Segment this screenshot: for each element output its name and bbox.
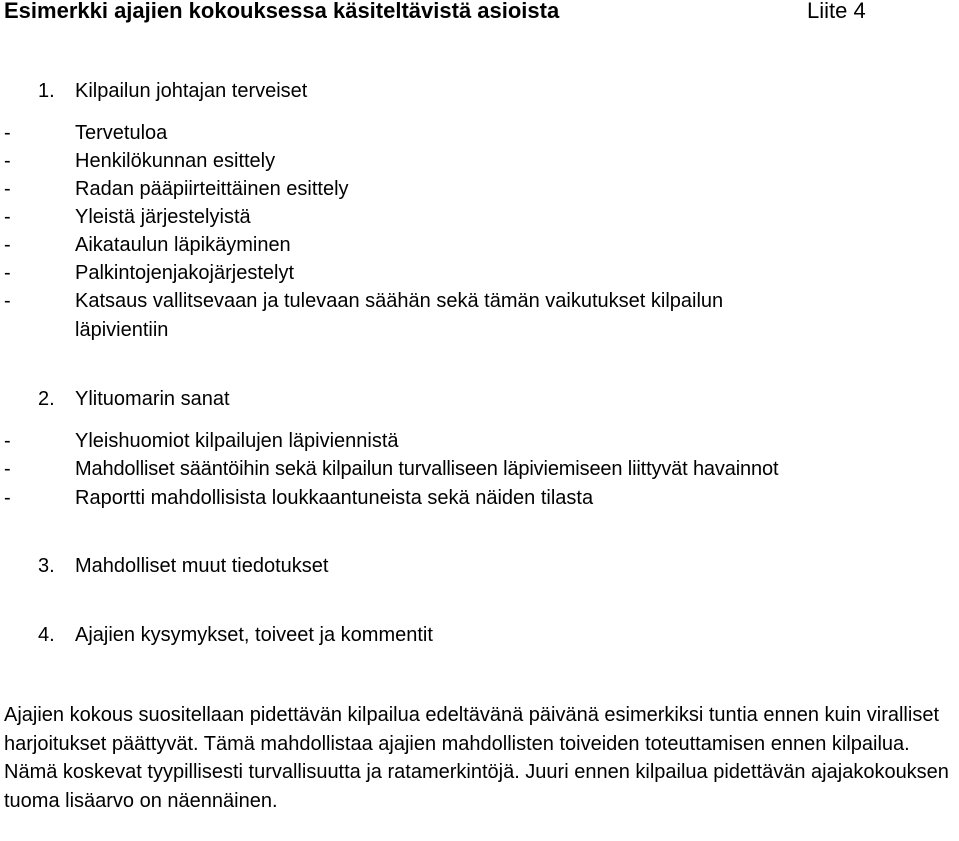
- bullet-dash: -: [4, 178, 11, 200]
- section-number: 4.: [38, 624, 55, 646]
- section-title: Kilpailun johtajan terveiset: [75, 80, 308, 102]
- bullet-dash: -: [4, 150, 11, 172]
- bullet-dash: -: [4, 487, 11, 509]
- section-number: 3.: [38, 555, 55, 577]
- document-title: Esimerkki ajajien kokouksessa käsiteltävistä asioista: [4, 0, 560, 23]
- section-number: 1.: [38, 80, 55, 102]
- document-header: [4, 0, 954, 26]
- section-title: Mahdolliset muut tiedotukset: [75, 555, 329, 577]
- bullet-dash: -: [4, 290, 11, 312]
- list-item-text: Raportti mahdollisista loukkaantuneista sekä näiden tilasta: [75, 487, 594, 509]
- bullet-dash: -: [4, 458, 11, 480]
- list-item-text: Radan pääpiirteittäinen esittely: [75, 178, 349, 200]
- section-title: Ajajien kysymykset, toiveet ja kommentit: [75, 624, 433, 646]
- list-item-text: Aikataulun läpikäyminen: [75, 234, 291, 256]
- list-item-text: Katsaus vallitsevaan ja tulevaan säähän sekä tämän vaikutukset kilpailun: [75, 290, 724, 312]
- bullet-dash: -: [4, 206, 11, 228]
- bullet-dash: -: [4, 122, 11, 144]
- list-item-text: Henkilökunnan esittely: [75, 150, 276, 172]
- section-number: 2.: [38, 388, 55, 410]
- bullet-dash: -: [4, 262, 11, 284]
- list-item-text: läpivientiin: [75, 319, 169, 341]
- appendix-label: Liite 4: [807, 0, 866, 23]
- list-item-text: Mahdolliset sääntöihin sekä kilpailun turvalliseen läpiviemiseen liittyvät havainnot: [75, 458, 779, 480]
- section-title: Ylituomarin sanat: [75, 388, 230, 410]
- list-item-text: Yleishuomiot kilpailujen läpiviennistä: [75, 430, 399, 452]
- closing-paragraph: Ajajien kokous suositellaan pidettävän kilpailua edeltävänä päivänä esimerkiksi tuntia ennen kuin viralliset harjoitukset päättyvät. Tämä mahdollistaa ajajien mahdollisten toiveiden toteuttamisen ennen kilpailua. Nämä koskevat tyypillisesti turvallisuutta ja ratamerkintöjä. Juuri ennen kilpailua pidettävän ajajakokouksen tuoma lisäarvo on näennäinen.: [4, 704, 949, 812]
- bullet-dash: -: [4, 430, 11, 452]
- list-item-text: Yleistä järjestelyistä: [75, 206, 251, 228]
- list-item-text: Tervetuloa: [75, 122, 168, 144]
- bullet-dash: -: [4, 234, 11, 256]
- list-item-text: Palkintojenjakojärjestelyt: [75, 262, 295, 284]
